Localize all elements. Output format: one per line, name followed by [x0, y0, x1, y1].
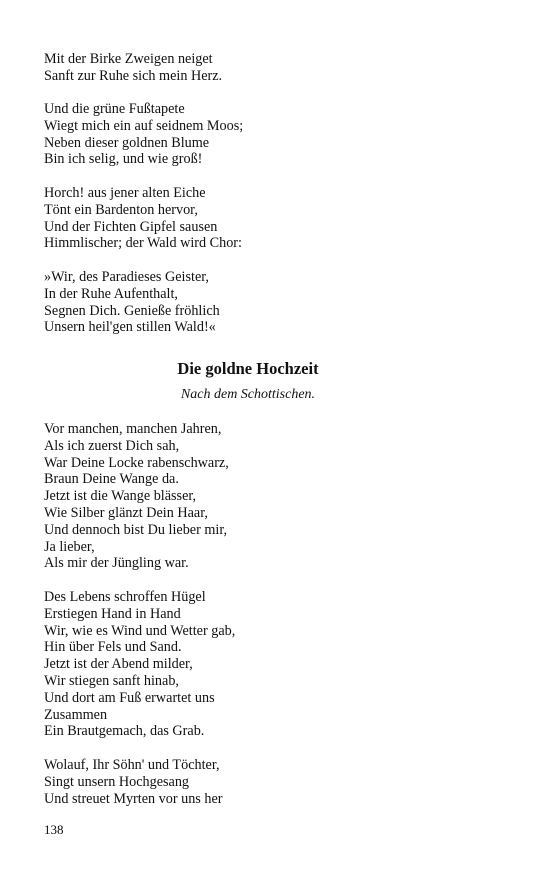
verse-line: Wie Silber glänzt Dein Haar, — [44, 504, 208, 521]
verse-line: Wiegt mich ein auf seidnem Moos; — [44, 117, 244, 134]
verse-line: Wir, wie es Wind und Wetter gab, — [44, 622, 236, 639]
verse-line: Hin über Fels und Sand. — [44, 639, 182, 656]
verse-line: Segnen Dich. Genieße fröhlich — [44, 302, 220, 319]
verse-line: Als ich zuerst Dich sah, — [44, 437, 180, 454]
verse-line: Ein Brautgemach, das Grab. — [44, 723, 205, 740]
verse-line: Des Lebens schroffen Hügel — [44, 589, 206, 605]
verse-line: Und dennoch bist Du lieber mir, — [44, 521, 228, 538]
verse-line: Als mir der Jüngling war. — [44, 555, 189, 572]
verse-line: Vor manchen, manchen Jahren, — [44, 421, 222, 437]
poem2-stanza-2 — [44, 589, 504, 740]
verse-line: Singt unsern Hochgesang — [44, 773, 190, 790]
verse-line: Unsern heil'gen stillen Wald!« — [44, 319, 216, 336]
verse-line: Jetzt ist der Abend milder, — [44, 656, 193, 673]
page-number: 138 — [44, 822, 64, 837]
poem-subtitle: Nach dem Schottischen. — [180, 387, 316, 402]
poem1-stanza-3 — [44, 185, 504, 252]
poem2-stanza-1 — [44, 421, 504, 572]
poem1-stanza-4 — [44, 269, 504, 336]
verse-line: »Wir, des Paradieses Geister, — [44, 269, 209, 285]
verse-line: Braun Deine Wange da. — [44, 471, 179, 488]
verse-line: Mit der Birke Zweigen neiget — [44, 51, 213, 67]
verse-line: Tönt ein Bardenton hervor, — [44, 201, 198, 218]
verse-line: Erstiegen Hand in Hand — [44, 605, 181, 622]
verse-line: Und dort am Fuß erwartet uns — [44, 689, 215, 706]
verse-line: Wir stiegen sanft hinab, — [44, 672, 179, 689]
verse-line: Bin ich selig, und wie groß! — [44, 151, 203, 168]
verse-line: In der Ruhe Aufenthalt, — [44, 285, 178, 302]
verse-line: Neben dieser goldnen Blume — [44, 134, 210, 151]
verse-line: Horch! aus jener alten Eiche — [44, 185, 206, 201]
verse-line: Jetzt ist die Wange blässer, — [44, 488, 197, 505]
verse-line: Ja lieber, — [44, 538, 95, 555]
poem-title: Die goldne Hochzeit — [177, 359, 319, 378]
verse-line: Und der Fichten Gipfel sausen — [44, 218, 218, 235]
verse-line: Und streuet Myrten vor uns her — [44, 790, 223, 807]
verse-line: Und die grüne Fußtapete — [44, 101, 185, 117]
poem1-stanza-1 — [44, 51, 504, 85]
poem1-stanza-2 — [44, 101, 504, 168]
verse-line: Zusammen — [44, 706, 108, 723]
verse-line: Wolauf, Ihr Söhn' und Töchter, — [44, 757, 220, 773]
verse-line: Himmlischer; der Wald wird Chor: — [44, 235, 242, 252]
poem2-stanza-3 — [44, 757, 504, 807]
verse-line: War Deine Locke rabenschwarz, — [44, 454, 229, 471]
verse-line: Sanft zur Ruhe sich mein Herz. — [44, 67, 223, 84]
